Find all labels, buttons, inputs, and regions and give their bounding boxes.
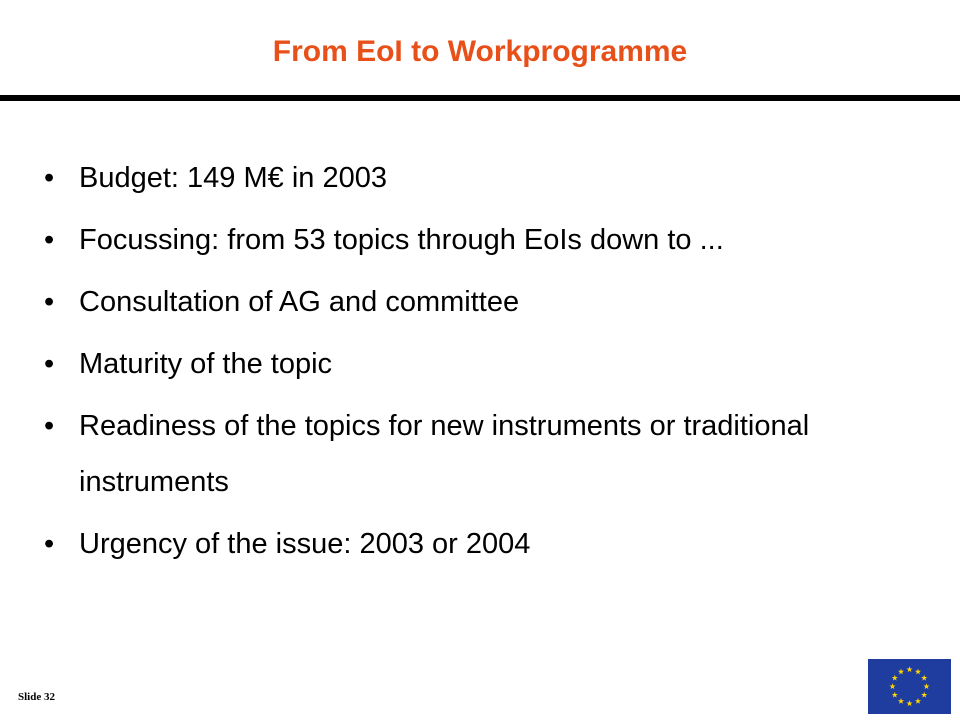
bullet-glyph: •: [44, 286, 55, 318]
bullet-text: Readiness of the topics for new instruments or traditional instruments: [79, 410, 810, 498]
bullet-glyph: •: [44, 348, 55, 380]
bullet-text: Maturity of the topic: [79, 348, 333, 380]
bullet-list: [44, 150, 944, 578]
bullet-text: Urgency of the issue: 2003 or 2004: [79, 528, 531, 560]
bullet-glyph: •: [44, 162, 55, 194]
bullet-item: [44, 274, 944, 330]
bullet-text: Focussing: from 53 topics through EoIs down to ...: [79, 224, 724, 256]
bullet-text: Consultation of AG and committee: [79, 286, 520, 318]
bullet-glyph: •: [44, 410, 55, 442]
bullet-item: [44, 212, 944, 268]
title-divider: [0, 95, 960, 101]
bullet-glyph: •: [44, 528, 55, 560]
eu-flag-icon: [868, 659, 951, 714]
bullet-item: [44, 516, 944, 572]
slide-number: Slide 32: [18, 691, 55, 703]
bullet-item: [44, 150, 944, 206]
bullet-text: Budget: 149 M€ in 2003: [79, 162, 387, 194]
bullet-item: [44, 398, 944, 510]
bullet-item: [44, 336, 944, 392]
slide-title: From EoI to Workprogramme: [272, 35, 688, 68]
bullet-glyph: •: [44, 224, 55, 256]
